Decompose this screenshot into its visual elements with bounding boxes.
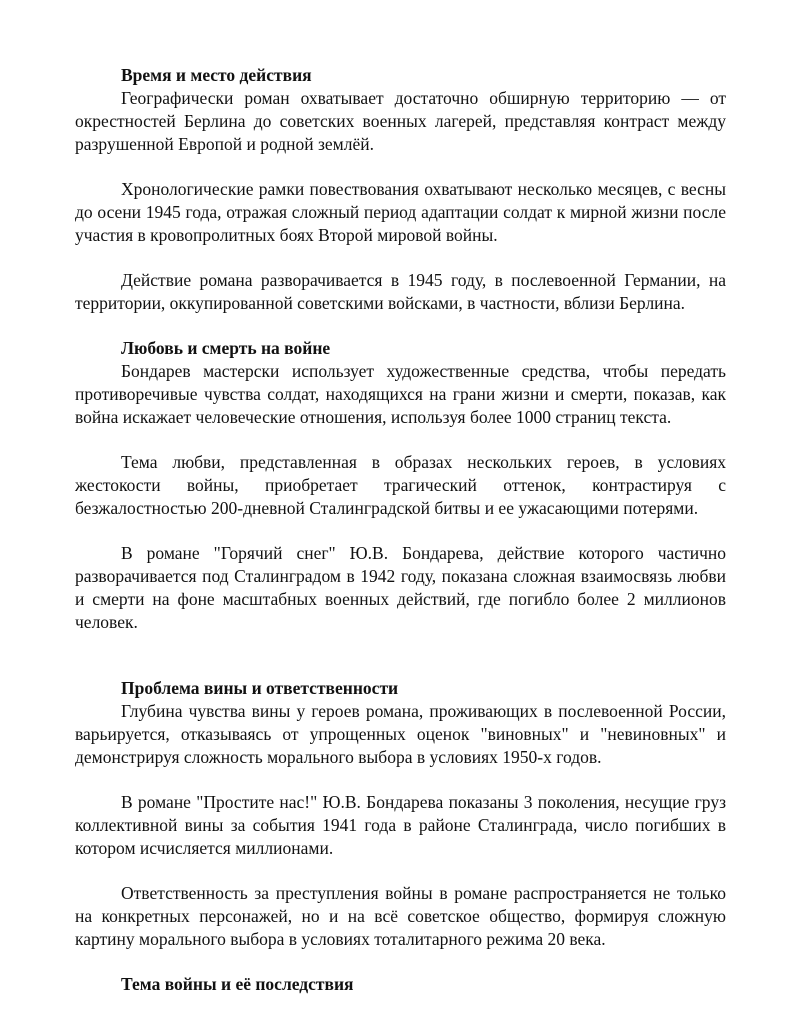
section-heading: Любовь и смерть на войне (121, 338, 331, 358)
paragraph: Действие романа разворачивается в 1945 году, в послевоенной Германии, на территории, оккупированной советскими войсками, в частности, вблизи Берлина. (75, 270, 726, 313)
paragraph: Географически роман охватывает достаточно обширную территорию — от окрестностей Берлина до советских военных лагерей, представляя контраст между разрушенной Европой и родной землёй. (75, 88, 726, 154)
paragraph: Бондарев мастерски использует художественные средства, чтобы передать противоречивые чувства солдат, находящихся на грани жизни и смерти, показав, как война искажает человеческие отношения, используя более 1000 страниц текста. (75, 361, 726, 427)
paragraph: Хронологические рамки повествования охватывают несколько месяцев, с весны до осени 1945 года, отражая сложный период адаптации солдат к мирной жизни после участия в кровопролитных боях Второй мировой войны. (75, 179, 726, 245)
section-heading: Проблема вины и ответственности (121, 678, 399, 698)
section-heading: Время и место действия (121, 65, 312, 85)
paragraph: В романе "Простите нас!" Ю.В. Бондарева показаны 3 поколения, несущие груз коллективной вины за события 1941 года в районе Сталинграда, число погибших в котором исчисляется миллионами. (75, 792, 726, 858)
paragraph: В романе "Горячий снег" Ю.В. Бондарева, действие которого частично разворачивается под Сталинградом в 1942 году, показана сложная взаимосвязь любви и смерти на фоне масштабных военных действий, где погибло более 2 миллионов человек. (75, 543, 726, 632)
paragraph: Глубина чувства вины у героев романа, проживающих в послевоенной России, варьируется, отказываясь от упрощенных оценок "виновных" и "невиновных" и демонстрируя сложность морального выбора в условиях 1950-х годов. (75, 701, 726, 767)
document-page (75, 64, 726, 996)
paragraph: Тема любви, представленная в образах нескольких героев, в условиях жестокости войны, приобретает трагический оттенок, контрастируя с безжалостностью 200-дневной Сталинградской битвы и ее ужасающими потерями. (75, 452, 726, 518)
section-heading: Тема войны и её последствия (121, 974, 354, 994)
paragraph: Ответственность за преступления войны в романе распространяется не только на конкретных персонажей, но и на всё советское общество, формируя сложную картину морального выбора в условиях тоталитарного режима 20 века. (75, 883, 726, 949)
